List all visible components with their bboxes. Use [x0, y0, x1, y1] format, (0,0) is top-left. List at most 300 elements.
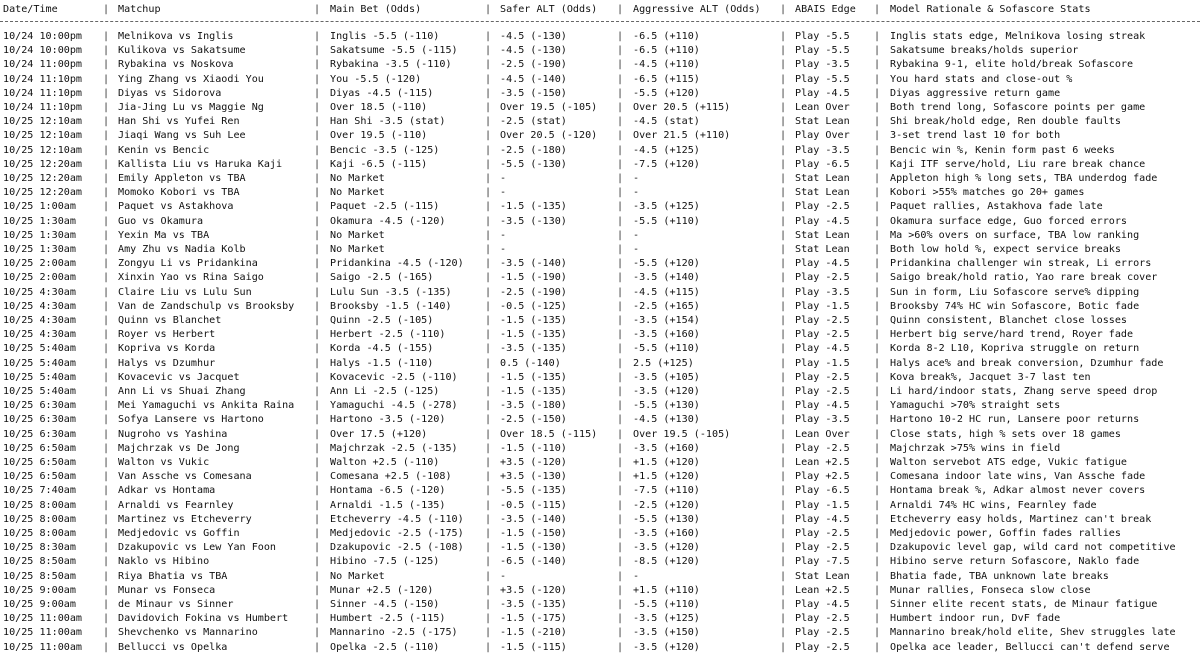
safer-alt-cell: -0.5 (-125) — [500, 300, 567, 312]
matchup-cell: Davidovich Fokina vs Humbert — [118, 613, 289, 625]
matchup-cell: Sofya Lansere vs Hartono — [118, 414, 264, 426]
aggressive-alt-cell: -3.5 (+140) — [633, 272, 700, 284]
column-separator: | — [485, 116, 492, 128]
safer-alt-cell: +3.5 (-120) — [500, 584, 567, 596]
abais-edge-cell: Play -2.5 — [795, 613, 850, 625]
date-time-cell: 10/25 4:30am — [3, 315, 76, 326]
column-separator: | — [874, 144, 881, 156]
main-bet-cell: Okamura -4.5 (-120) — [330, 215, 446, 227]
column-separator: | — [485, 173, 492, 184]
column-separator: | — [617, 215, 624, 227]
column-separator: | — [874, 428, 881, 440]
abais-edge-cell: Play -2.5 — [795, 371, 850, 383]
aggressive-alt-cell: -7.5 (+120) — [633, 158, 700, 170]
main-bet-cell: Opelka -2.5 (-110) — [330, 641, 440, 653]
safer-alt-cell: -5.5 (-130) — [500, 158, 567, 170]
column-separator: | — [103, 414, 110, 426]
column-separator: | — [485, 386, 492, 397]
column-separator: | — [780, 73, 787, 85]
matchup-cell: Medjedovic vs Goffin — [118, 528, 240, 539]
table-row — [0, 158, 1200, 172]
table-row — [0, 257, 1200, 271]
column-separator: | — [485, 130, 492, 142]
aggressive-alt-cell: -3.5 (+160) — [633, 329, 700, 341]
safer-alt-cell: -3.5 (-140) — [500, 513, 567, 525]
table-row — [0, 271, 1200, 285]
column-separator: | — [780, 201, 787, 213]
safer-alt-cell: -3.5 (-180) — [500, 400, 567, 412]
header-abais-edge: ABAIS Edge — [795, 4, 856, 15]
main-bet-cell: Hontama -6.5 (-120) — [330, 485, 446, 497]
column-separator: | — [874, 258, 881, 270]
aggressive-alt-cell: - — [633, 244, 640, 255]
table-row — [0, 186, 1200, 200]
table-row — [0, 172, 1200, 186]
table-row — [0, 300, 1200, 314]
column-separator: | — [314, 87, 321, 99]
column-separator: | — [874, 4, 881, 15]
rationale-cell: 3-set trend last 10 for both — [890, 130, 1061, 142]
column-separator: | — [874, 457, 881, 468]
safer-alt-cell: 0.5 (-140) — [500, 357, 561, 369]
table-row — [0, 314, 1200, 328]
abais-edge-cell: Play -2.5 — [795, 542, 850, 554]
abais-edge-cell: Play -4.5 — [795, 343, 850, 355]
safer-alt-cell: -2.5 (-190) — [500, 59, 567, 71]
main-bet-cell: Munar +2.5 (-120) — [330, 584, 434, 596]
main-bet-cell: Walton +2.5 (-110) — [330, 457, 440, 468]
matchup-cell: Kopriva vs Korda — [118, 343, 216, 355]
column-separator: | — [103, 343, 110, 355]
safer-alt-cell: -3.5 (-150) — [500, 87, 567, 99]
column-separator: | — [617, 457, 624, 468]
column-separator: | — [874, 556, 881, 568]
date-time-cell: 10/24 11:10pm — [3, 87, 83, 99]
safer-alt-cell: -1.5 (-135) — [500, 201, 567, 213]
column-separator: | — [874, 442, 881, 454]
date-time-cell: 10/25 12:20am — [3, 158, 83, 170]
column-separator: | — [874, 570, 881, 582]
column-separator: | — [874, 87, 881, 99]
column-separator: | — [485, 215, 492, 227]
column-separator: | — [874, 599, 881, 610]
matchup-cell: Paquet vs Astakhova — [118, 201, 234, 213]
abais-edge-cell: Play -2.5 — [795, 329, 850, 341]
column-separator: | — [103, 329, 110, 341]
aggressive-alt-cell: Over 20.5 (+115) — [633, 102, 731, 113]
column-separator: | — [874, 158, 881, 170]
column-separator: | — [103, 286, 110, 298]
aggressive-alt-cell: -5.5 (+110) — [633, 215, 700, 227]
rationale-cell: Herbert big serve/hard trend, Royer fade — [890, 329, 1134, 341]
column-separator: | — [780, 272, 787, 284]
date-time-cell: 10/25 4:30am — [3, 286, 76, 298]
rationale-cell: Kova break%, Jacquet 3-7 last ten — [890, 371, 1091, 383]
column-separator: | — [780, 158, 787, 170]
main-bet-cell: Rybakina -3.5 (-110) — [330, 59, 452, 71]
abais-edge-cell: Play -3.5 — [795, 144, 850, 156]
rationale-cell: Both low hold %, expect service breaks — [890, 244, 1121, 255]
column-separator: | — [780, 499, 787, 511]
date-time-cell: 10/25 1:30am — [3, 244, 76, 255]
safer-alt-cell: -1.5 (-190) — [500, 272, 567, 284]
aggressive-alt-cell: - — [633, 173, 640, 184]
safer-alt-cell: +3.5 (-130) — [500, 471, 567, 483]
column-separator: | — [103, 528, 110, 539]
table-row — [0, 115, 1200, 129]
column-separator: | — [103, 315, 110, 326]
column-separator: | — [617, 471, 624, 483]
column-separator: | — [103, 627, 110, 639]
rationale-cell: Hibino serve return Sofascore, Naklo fade — [890, 556, 1140, 568]
main-bet-cell: Brooksby -1.5 (-140) — [330, 300, 452, 312]
table-row — [0, 598, 1200, 612]
rationale-cell: Korda 8-2 L10, Kopriva struggle on return — [890, 343, 1140, 355]
column-separator: | — [103, 102, 110, 113]
matchup-cell: Van de Zandschulp vs Brooksby — [118, 300, 295, 312]
rationale-cell: Opelka ace leader, Bellucci can't defend serve — [890, 641, 1170, 653]
column-separator: | — [314, 442, 321, 454]
rationale-cell: Munar rallies, Fonseca slow close — [890, 584, 1091, 596]
date-time-cell: 10/25 5:40am — [3, 357, 76, 369]
column-separator: | — [485, 613, 492, 625]
aggressive-alt-cell: -3.5 (+120) — [633, 641, 700, 653]
column-separator: | — [314, 641, 321, 653]
column-separator: | — [485, 59, 492, 71]
abais-edge-cell: Lean +2.5 — [795, 457, 850, 468]
column-separator: | — [314, 187, 321, 199]
aggressive-alt-cell: - — [633, 570, 640, 582]
date-time-cell: 10/25 8:00am — [3, 513, 76, 525]
column-separator: | — [874, 343, 881, 355]
column-separator: | — [874, 414, 881, 426]
column-separator: | — [617, 499, 624, 511]
column-separator: | — [314, 386, 321, 397]
abais-edge-cell: Play -3.5 — [795, 414, 850, 426]
column-separator: | — [874, 215, 881, 227]
column-separator: | — [314, 371, 321, 383]
rationale-cell: Walton servebot ATS edge, Vukic fatigue — [890, 457, 1128, 468]
safer-alt-cell: -3.5 (-135) — [500, 343, 567, 355]
column-separator: | — [314, 329, 321, 341]
column-separator: | — [780, 315, 787, 326]
column-separator: | — [780, 556, 787, 568]
column-separator: | — [485, 584, 492, 596]
rationale-cell: Shi break/hold edge, Ren double faults — [890, 116, 1121, 128]
rationale-cell: Sakatsume breaks/holds superior — [890, 45, 1079, 57]
column-separator: | — [314, 556, 321, 568]
date-time-cell: 10/25 9:00am — [3, 599, 76, 610]
column-separator: | — [314, 414, 321, 426]
table-row — [0, 428, 1200, 442]
column-separator: | — [617, 542, 624, 554]
column-separator: | — [485, 556, 492, 568]
abais-edge-cell: Play -2.5 — [795, 315, 850, 326]
table-row — [0, 286, 1200, 300]
column-separator: | — [103, 158, 110, 170]
date-time-cell: 10/24 10:00pm — [3, 45, 83, 57]
aggressive-alt-cell: +1.5 (+120) — [633, 457, 700, 468]
column-separator: | — [780, 357, 787, 369]
aggressive-alt-cell: -5.5 (+120) — [633, 87, 700, 99]
abais-edge-cell: Play -2.5 — [795, 641, 850, 653]
table-row — [0, 58, 1200, 72]
column-separator: | — [617, 31, 624, 42]
safer-alt-cell: -1.5 (-135) — [500, 315, 567, 326]
column-separator: | — [485, 201, 492, 213]
safer-alt-cell: - — [500, 173, 507, 184]
matchup-cell: Melnikova vs Inglis — [118, 31, 234, 42]
matchup-cell: Halys vs Dzumhur — [118, 357, 216, 369]
column-separator: | — [874, 386, 881, 397]
column-separator: | — [874, 613, 881, 625]
column-separator: | — [617, 116, 624, 128]
column-separator: | — [314, 31, 321, 42]
column-separator: | — [485, 31, 492, 42]
abais-edge-cell: Stat Lean — [795, 173, 850, 184]
main-bet-cell: Herbert -2.5 (-110) — [330, 329, 446, 341]
abais-edge-cell: Play -4.5 — [795, 400, 850, 412]
safer-alt-cell: -2.5 (-190) — [500, 286, 567, 298]
matchup-cell: Ann Li vs Shuai Zhang — [118, 386, 246, 397]
table-row — [0, 44, 1200, 58]
safer-alt-cell: -4.5 (-130) — [500, 31, 567, 42]
column-separator: | — [103, 144, 110, 156]
column-separator: | — [780, 102, 787, 113]
column-separator: | — [874, 485, 881, 497]
aggressive-alt-cell: -5.5 (+110) — [633, 599, 700, 610]
table-row — [0, 499, 1200, 513]
column-separator: | — [314, 4, 321, 15]
column-separator: | — [874, 513, 881, 525]
column-separator: | — [314, 73, 321, 85]
aggressive-alt-cell: -7.5 (+110) — [633, 485, 700, 497]
column-separator: | — [874, 130, 881, 142]
column-separator: | — [485, 371, 492, 383]
column-separator: | — [314, 315, 321, 326]
safer-alt-cell: -1.5 (-135) — [500, 329, 567, 341]
abais-edge-cell: Play -2.5 — [795, 386, 850, 397]
column-separator: | — [103, 258, 110, 270]
column-separator: | — [485, 641, 492, 653]
safer-alt-cell: -1.5 (-110) — [500, 442, 567, 454]
table-row — [0, 641, 1200, 655]
safer-alt-cell: -4.5 (-140) — [500, 73, 567, 85]
column-separator: | — [103, 187, 110, 199]
column-separator: | — [103, 215, 110, 227]
main-bet-cell: Hartono -3.5 (-120) — [330, 414, 446, 426]
column-separator: | — [103, 457, 110, 468]
column-separator: | — [103, 371, 110, 383]
date-time-cell: 10/24 11:10pm — [3, 102, 83, 113]
main-bet-cell: Bencic -3.5 (-125) — [330, 144, 440, 156]
column-separator: | — [103, 471, 110, 483]
main-bet-cell: No Market — [330, 570, 385, 582]
main-bet-cell: Mannarino -2.5 (-175) — [330, 627, 458, 639]
column-separator: | — [103, 300, 110, 312]
column-separator: | — [617, 400, 624, 412]
table-row — [0, 101, 1200, 115]
matchup-cell: Amy Zhu vs Nadia Kolb — [118, 244, 246, 255]
column-separator: | — [874, 272, 881, 284]
rationale-cell: Okamura surface edge, Guo forced errors — [890, 215, 1128, 227]
table-row — [0, 555, 1200, 569]
column-separator: | — [485, 414, 492, 426]
column-separator: | — [103, 542, 110, 554]
column-separator: | — [485, 45, 492, 57]
column-separator: | — [874, 59, 881, 71]
column-separator: | — [874, 73, 881, 85]
column-separator: | — [485, 300, 492, 312]
column-separator: | — [874, 45, 881, 57]
date-time-cell: 10/25 6:30am — [3, 414, 76, 426]
column-separator: | — [314, 343, 321, 355]
matchup-cell: Quinn vs Blanchet — [118, 315, 222, 326]
rationale-cell: Inglis stats edge, Melnikova losing streak — [890, 31, 1146, 42]
column-separator: | — [103, 59, 110, 71]
column-separator: | — [617, 386, 624, 397]
column-separator: | — [103, 357, 110, 369]
main-bet-cell: Over 19.5 (-110) — [330, 130, 428, 142]
matchup-cell: Van Assche vs Comesana — [118, 471, 252, 483]
column-separator: | — [314, 570, 321, 582]
abais-edge-cell: Stat Lean — [795, 187, 850, 199]
rationale-cell: Bencic win %, Kenin form past 6 weeks — [890, 144, 1115, 156]
column-separator: | — [780, 386, 787, 397]
main-bet-cell: Arnaldi -1.5 (-135) — [330, 499, 446, 511]
column-separator: | — [780, 229, 787, 241]
rationale-cell: Etcheverry easy holds, Martinez can't break — [890, 513, 1152, 525]
column-separator: | — [780, 414, 787, 426]
column-separator: | — [874, 400, 881, 412]
matchup-cell: Kulikova vs Sakatsume — [118, 45, 246, 57]
main-bet-cell: No Market — [330, 229, 385, 241]
abais-edge-cell: Stat Lean — [795, 570, 850, 582]
column-separator: | — [874, 357, 881, 369]
abais-edge-cell: Play -5.5 — [795, 73, 850, 85]
column-separator: | — [617, 428, 624, 440]
aggressive-alt-cell: -2.5 (+165) — [633, 300, 700, 312]
column-separator: | — [103, 599, 110, 610]
matchup-cell: Nugroho vs Yashina — [118, 428, 228, 440]
column-separator: | — [314, 613, 321, 625]
column-separator: | — [103, 386, 110, 397]
column-separator: | — [874, 300, 881, 312]
safer-alt-cell: - — [500, 570, 507, 582]
column-separator: | — [485, 4, 492, 15]
column-separator: | — [874, 315, 881, 326]
main-bet-cell: No Market — [330, 173, 385, 184]
column-separator: | — [314, 59, 321, 71]
abais-edge-cell: Play -7.5 — [795, 556, 850, 568]
table-row — [0, 527, 1200, 541]
main-bet-cell: Ann Li -2.5 (-125) — [330, 386, 440, 397]
date-time-cell: 10/25 11:00am — [3, 641, 83, 653]
column-separator: | — [617, 158, 624, 170]
column-separator: | — [874, 499, 881, 511]
matchup-cell: Royer vs Herbert — [118, 329, 216, 341]
date-time-cell: 10/25 12:20am — [3, 187, 83, 199]
table-row — [0, 371, 1200, 385]
column-separator: | — [485, 286, 492, 298]
aggressive-alt-cell: -4.5 (+110) — [633, 59, 700, 71]
column-separator: | — [617, 87, 624, 99]
column-separator: | — [314, 130, 321, 142]
aggressive-alt-cell: +1.5 (+110) — [633, 584, 700, 596]
main-bet-cell: Pridankina -4.5 (-120) — [330, 258, 464, 270]
column-separator: | — [314, 272, 321, 284]
rationale-cell: Ma >60% overs on surface, TBA low ranking — [890, 229, 1140, 241]
table-row — [0, 357, 1200, 371]
matchup-cell: Shevchenko vs Mannarino — [118, 627, 258, 639]
date-time-cell: 10/25 8:00am — [3, 528, 76, 539]
abais-edge-cell: Play -2.5 — [795, 272, 850, 284]
safer-alt-cell: -4.5 (-130) — [500, 45, 567, 57]
column-separator: | — [103, 272, 110, 284]
column-separator: | — [874, 627, 881, 639]
safer-alt-cell: -1.5 (-130) — [500, 542, 567, 554]
main-bet-cell: You -5.5 (-120) — [330, 73, 422, 85]
date-time-cell: 10/25 6:30am — [3, 400, 76, 412]
date-time-cell: 10/25 5:40am — [3, 371, 76, 383]
rationale-cell: Yamaguchi >70% straight sets — [890, 400, 1061, 412]
rationale-cell: Arnaldi 74% HC wins, Fearnley fade — [890, 499, 1097, 511]
safer-alt-cell: Over 18.5 (-115) — [500, 428, 598, 440]
column-separator: | — [103, 87, 110, 99]
aggressive-alt-cell: -4.5 (+130) — [633, 414, 700, 426]
rationale-cell: Sinner elite recent stats, de Minaur fatigue — [890, 599, 1158, 610]
safer-alt-cell: - — [500, 229, 507, 241]
column-separator: | — [780, 215, 787, 227]
abais-edge-cell: Play -5.5 — [795, 31, 850, 42]
column-separator: | — [617, 329, 624, 341]
main-bet-cell: Lulu Sun -3.5 (-135) — [330, 286, 452, 298]
matchup-cell: Munar vs Fonseca — [118, 584, 216, 596]
column-separator: | — [314, 286, 321, 298]
column-separator: | — [780, 31, 787, 42]
column-separator: | — [617, 229, 624, 241]
date-time-cell: 10/25 1:30am — [3, 229, 76, 241]
abais-edge-cell: Play -4.5 — [795, 87, 850, 99]
column-separator: | — [617, 627, 624, 639]
column-separator: | — [617, 144, 624, 156]
column-separator: | — [314, 116, 321, 128]
column-separator: | — [314, 457, 321, 468]
date-time-cell: 10/25 5:40am — [3, 343, 76, 355]
column-separator: | — [485, 513, 492, 525]
column-separator: | — [103, 244, 110, 255]
rationale-cell: Bhatia fade, TBA unknown late breaks — [890, 570, 1109, 582]
abais-edge-cell: Play -6.5 — [795, 485, 850, 497]
column-separator: | — [617, 59, 624, 71]
aggressive-alt-cell: -3.5 (+160) — [633, 442, 700, 454]
column-separator: | — [485, 187, 492, 199]
rationale-cell: Paquet rallies, Astakhova fade late — [890, 201, 1103, 213]
column-separator: | — [485, 329, 492, 341]
column-separator: | — [314, 229, 321, 241]
matchup-cell: de Minaur vs Sinner — [118, 599, 234, 610]
column-separator: | — [485, 87, 492, 99]
column-separator: | — [874, 329, 881, 341]
matchup-cell: Yexin Ma vs TBA — [118, 229, 210, 241]
header-aggressive-alt: Aggressive ALT (Odds) — [633, 4, 761, 15]
table-row — [0, 144, 1200, 158]
column-separator: | — [314, 215, 321, 227]
date-time-cell: 10/24 11:00pm — [3, 59, 83, 71]
main-bet-cell: Saigo -2.5 (-165) — [330, 272, 434, 284]
column-separator: | — [780, 485, 787, 497]
column-separator: | — [874, 641, 881, 653]
